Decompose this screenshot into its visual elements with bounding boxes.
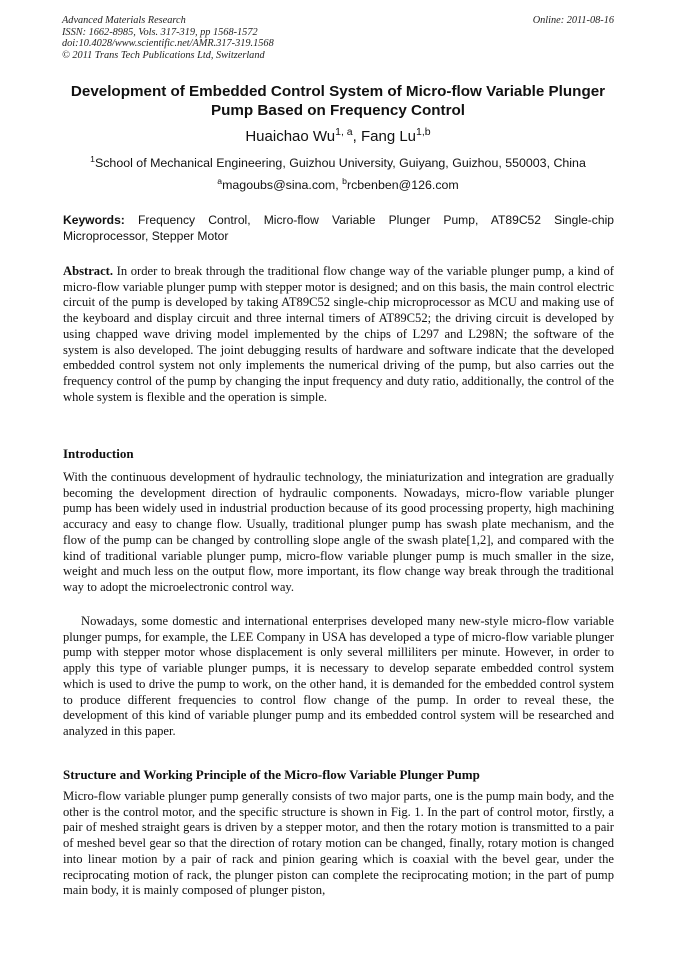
- abstract-text: In order to break through the traditional flow change way of the variable plunger pump, a kind of micro-flow variable plunger pump with stepper motor is designed; and on this basis, the main control electric circuit of the pump is developed by taking AT89C52 single-chip microprocessor as MCU and making use of the keyboard and display circuit and three internal timers of AT89C52; the driving circuit is developed by using chapped wave driving model implemented by the chips of L297 and L298N; the software of the system is also developed. The joint debugging results of hardware and software indicate that the developed embedded control system not only implements the numerical driving of the pump, but also carries out the frequency control of the pump by changing the input frequency and duty ratio, additionally, the control of the whole system is flexible and the operation is simple.: [63, 264, 614, 404]
- journal-name: Advanced Materials Research: [62, 15, 186, 26]
- keywords-label: Keywords:: [63, 213, 125, 227]
- doi-line: doi:10.4028/www.scientific.net/AMR.317-319.1568: [62, 38, 274, 50]
- online-date: Online: 2011-08-16: [532, 15, 614, 26]
- email-superscript: a: [217, 176, 223, 187]
- issn-line: ISSN: 1662-8985, Vols. 317-319, pp 1568-1572: [62, 26, 258, 38]
- email-link[interactable]: rcbenben@126.com: [346, 178, 459, 192]
- paragraph-introduction-1: With the continuous development of hydraulic technology, the miniaturization and integration are gradually becoming the development direction of hydraulic components. Nowadays, micro-flow variable plunger pump has been widely used in industrial production because of its good processing property, high machining accuracy and easy to change flow. Usually, traditional plunger pump has swash plate mechanism, and the flow of the pump can be changed by controlling slope angle of the swash plate[1,2], and compared with the kind of traditional variable plunger pump, micro-flow variable plunger pump is much smaller in the size, weight and much less on the output flow, more important, its flow change way break through the traditional way to adopt the microelectronic control way.: [63, 470, 614, 594]
- paragraph-introduction-2: Nowadays, some domestic and international enterprises developed many new-style micro-flow variable plunger pumps, for example, the LEE Company in USA has developed a type of micro-flow variable plunger pump with stepper motor whose displacement is only several milliliters per minute. However, in order to apply this type of variable plunger pumps, it is necessary to develop separate embedded control system which is used to drive the pump to work, on the other hand, it is demanded for the embedded control system to produce different frequencies to control flow change of the pump. In order to reveal these, the development of this kind of variable plunger pump and its embedded control system will be researched and analyzed in this paper.: [63, 614, 614, 738]
- email-superscript: b: [342, 176, 347, 187]
- email-list: $^a$magoubs@sina.com, $^b$rcbenben@126.com: [217, 176, 459, 192]
- author-superscript: 1,b: [416, 126, 431, 139]
- keywords-block: [63, 213, 614, 244]
- affiliation: [60, 156, 616, 170]
- paper-title: Development of Embedded Control System of Micro-flow Variable Plunger Pump Based on Frequency Control: [70, 83, 606, 119]
- author-name: Huaichao Wu: [245, 128, 336, 145]
- author-superscript: 1, a: [335, 126, 353, 139]
- section-heading-structure: Structure and Working Principle of the Micro-flow Variable Plunger Pump: [63, 767, 480, 782]
- paragraph-structure-1: Micro-flow variable plunger pump generally consists of two major parts, one is the pump main body, and the other is the control motor, and the specific structure is shown in Fig. 1. In the part of control motor, firstly, a pair of meshed straight gears is driven by a stepper motor, and then the rotary motion is transmitted to a pair of meshed bevel gear so that the direction of rotary motion can be changed, finally, rotary motion is changed into linear motion by a pair of rack and pinion gearing which is coaxial with the bevel gear, under the reciprocating motion of rack, the plunger piston can complete the reciprocating motion; in the part of pump main body, it is mainly composed of plunger piston,: [63, 789, 614, 898]
- section-heading-introduction: Introduction: [63, 446, 134, 461]
- abstract-label: Abstract.: [63, 264, 114, 278]
- author-separator: ,: [352, 128, 361, 145]
- author-list: [60, 128, 616, 145]
- email-link[interactable]: magoubs@sina.com: [222, 178, 336, 192]
- copyright-line: © 2011 Trans Tech Publications Ltd, Switzerland: [62, 49, 265, 61]
- affiliation-text: School of Mechanical Engineering, Guizhou University, Guiyang, Guizhou, 550003, China: [94, 156, 586, 170]
- journal-header: [62, 15, 274, 61]
- abstract-block: [63, 264, 614, 405]
- author-name: Fang Lu: [360, 128, 417, 145]
- keywords-text: Frequency Control, Micro-flow Variable Plunger Pump, AT89C52 Single-chip Microprocessor, Stepper Motor: [63, 213, 614, 243]
- affiliation-superscript: 1: [90, 154, 95, 165]
